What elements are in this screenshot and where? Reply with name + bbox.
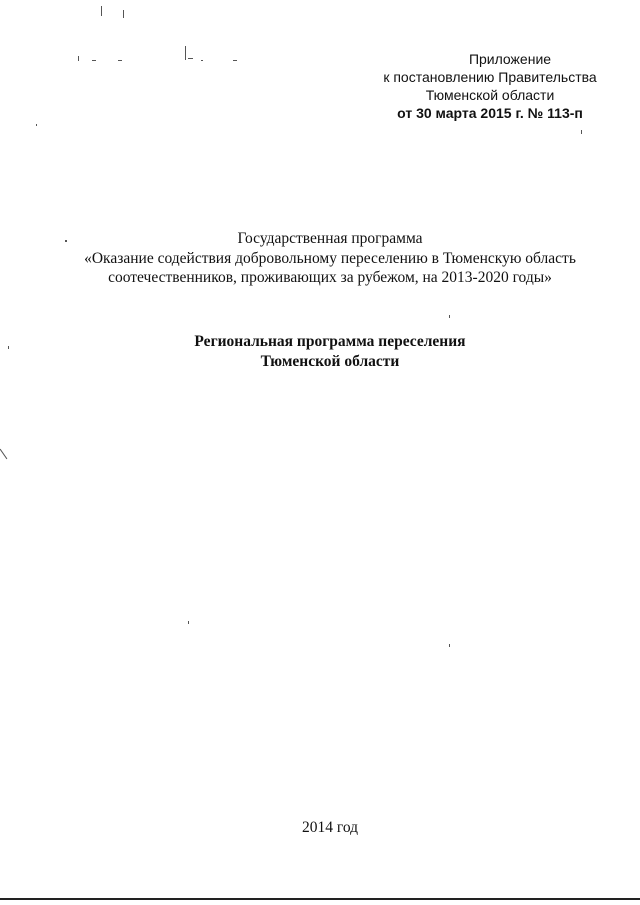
regional-program-title [50, 332, 610, 372]
scan-speck [581, 130, 582, 134]
scan-speck [65, 240, 67, 242]
appendix-date-number: от 30 марта 2015 г. № 113-п [397, 105, 583, 121]
scan-speck [188, 58, 193, 59]
scan-speck [78, 56, 79, 61]
scan-speck [201, 60, 203, 61]
scan-speck [8, 346, 9, 349]
scan-speck [0, 449, 7, 459]
regional-title-line-1: Региональная программа переселения [194, 333, 466, 350]
scan-speck [36, 124, 37, 126]
scan-speck [92, 60, 96, 61]
appendix-region-line: Тюменской области [425, 87, 555, 103]
scan-speck [123, 10, 124, 18]
scan-speck [233, 60, 237, 61]
document-year: 2014 год [301, 819, 359, 836]
scan-speck [101, 6, 102, 16]
appendix-title: Приложение [468, 51, 552, 67]
scan-speck [188, 621, 189, 624]
scan-speck [449, 315, 450, 318]
program-title-block [50, 229, 610, 288]
program-type: Государственная программа [237, 230, 423, 247]
program-name-line-2: соотечественников, проживающих за рубежом, на 2013-2020 годы» [108, 269, 552, 286]
scan-bottom-edge [0, 898, 640, 900]
scan-speck [185, 46, 186, 60]
scan-speck [118, 60, 122, 61]
regional-title-line-2: Тюменской области [260, 353, 400, 370]
program-name-line-1: «Оказание содействия добровольному переселению в Тюменскую область [84, 249, 576, 267]
scan-speck [449, 644, 450, 647]
appendix-resolution-line: к постановлению Правительства [383, 69, 597, 85]
appendix-block [370, 50, 610, 122]
